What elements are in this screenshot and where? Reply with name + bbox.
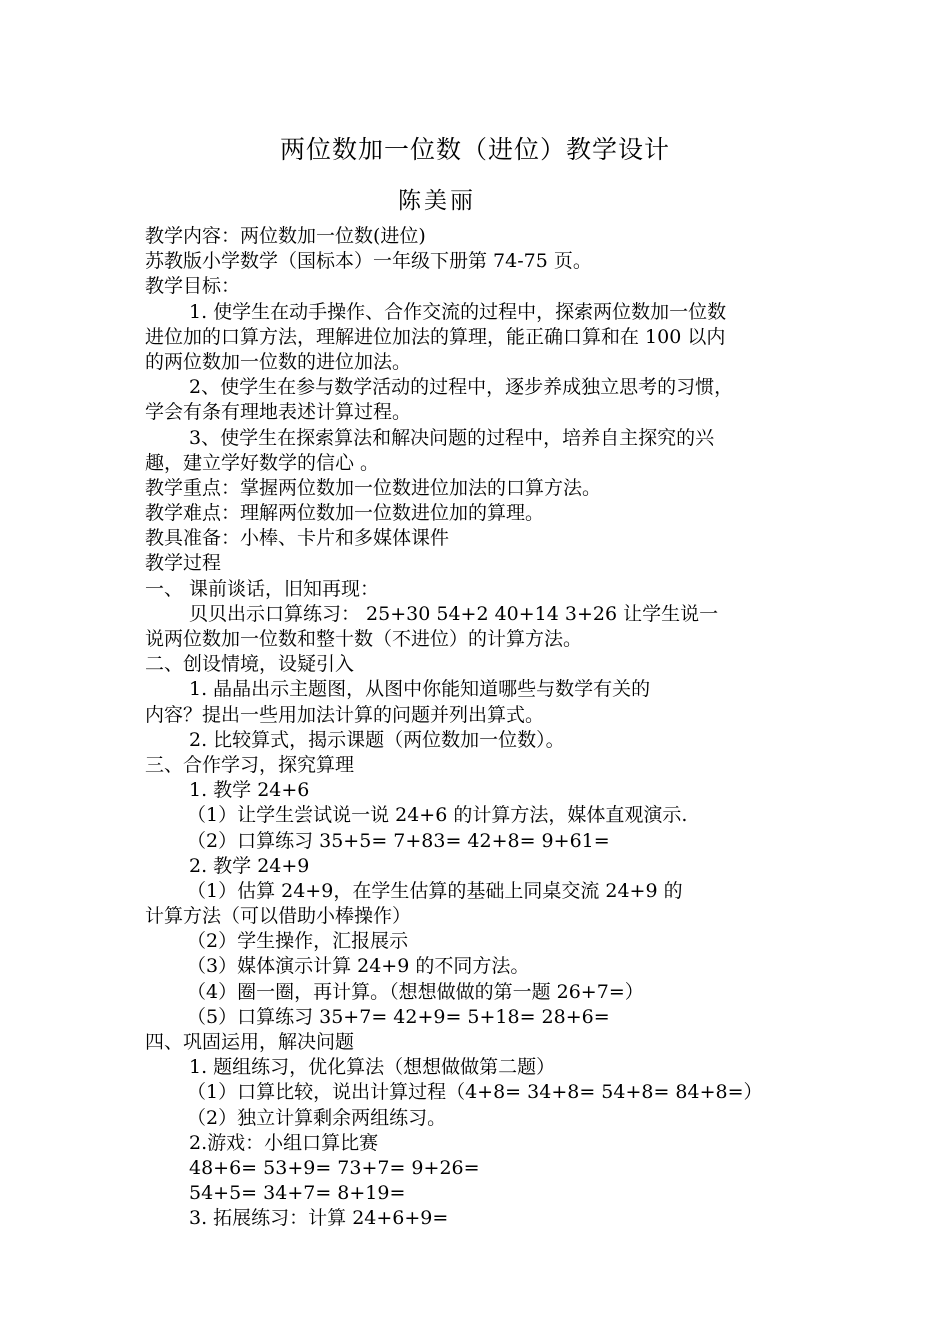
text-line: 教学目标： [145, 275, 241, 298]
text-line: 二、创设情境，设疑引入 [145, 653, 355, 676]
text-line: 48+6= 53+9= 73+7= 9+26= [189, 1156, 480, 1179]
text-line: 2. 教学 24+9 [189, 854, 310, 877]
text-line: 三、合作学习，探究算理 [145, 753, 355, 776]
text-line: 教学过程 [145, 552, 222, 575]
text-line: 2、使学生在参与数学活动的过程中，逐步养成独立思考的习惯， [189, 376, 734, 399]
text-line: 内容？提出一些用加法计算的问题并列出算式。 [145, 703, 545, 726]
text-line: （2）独立计算剩余两组练习。 [187, 1106, 447, 1129]
text-line: 1. 晶晶出示主题图，从图中你能知道哪些与数学有关的 [189, 678, 651, 701]
document-author: 陈美丽 [398, 188, 476, 214]
text-line: （3）媒体演示计算 24+9 的不同方法。 [187, 955, 530, 978]
text-line: 1. 教学 24+6 [189, 779, 310, 802]
document-body [145, 224, 815, 1232]
text-line: 教学难点：理解两位数加一位数进位加的算理。 [145, 502, 545, 525]
text-line: （4）圈一圈，再计算。（想想做做的第一题 26+7=） [187, 980, 644, 1003]
text-line: 说两位数加一位数和整十数（不进位）的计算方法。 [145, 628, 583, 650]
text-line: 2. 比较算式，揭示课题（两位数加一位数）。 [189, 728, 565, 751]
document-title: 两位数加一位数（进位）教学设计 [279, 135, 670, 164]
text-line: 贝贝出示口算练习： 25+30 54+2 40+14 3+26 让学生说一 [189, 602, 719, 625]
text-line: （5）口算练习 35+7= 42+9= 5+18= 28+6= [187, 1005, 610, 1028]
text-line: 1. 题组练习，优化算法（想想做做第二题） [189, 1056, 556, 1079]
text-line: （1）口算比较，说出计算过程（4+8= 34+8= 54+8= 84+8=） [187, 1081, 763, 1104]
text-line: 学会有条有理地表述计算过程。 [145, 401, 412, 424]
text-line: （1）估算 24+9，在学生估算的基础上同桌交流 24+9 的 [187, 879, 683, 902]
text-line: 一、 课前谈话，旧知再现： [145, 577, 380, 600]
text-line: （1）让学生尝试说一说 24+6 的计算方法，媒体直观演示. [187, 804, 688, 827]
text-line: （2）学生操作，汇报展示 [187, 930, 409, 953]
text-line: 1. 使学生在动手操作、合作交流的过程中，探索两位数加一位数 [189, 300, 727, 323]
text-line: 四、巩固运用，解决问题 [145, 1031, 355, 1053]
text-line: 苏教版小学数学（国标本）一年级下册第 74-75 页。 [145, 250, 592, 273]
text-line: 进位加的口算方法，理解进位加法的算理，能正确口算和在 100 以内 [145, 325, 726, 348]
text-line: 3. 拓展练习：计算 24+6+9= [189, 1207, 449, 1230]
text-line: 教学重点：掌握两位数加一位数进位加法的口算方法。 [145, 476, 602, 499]
text-line: 的两位数加一位数的进位加法。 [145, 350, 412, 373]
text-line: 教学内容：两位数加一位数(进位) [145, 225, 426, 247]
text-line: （2）口算练习 35+5= 7+83= 42+8= 9+61= [187, 829, 610, 852]
text-line: 54+5= 34+7= 8+19= [189, 1182, 406, 1205]
text-line: 教具准备：小棒、卡片和多媒体课件 [145, 527, 450, 550]
text-line: 趣，建立学好数学的信心 。 [145, 451, 380, 474]
text-line: 2.游戏：小组口算比赛 [189, 1131, 379, 1154]
text-line: 3、使学生在探索算法和解决问题的过程中，培养自主探究的兴 [189, 426, 715, 449]
text-line: 计算方法（可以借助小棒操作） [145, 905, 412, 928]
